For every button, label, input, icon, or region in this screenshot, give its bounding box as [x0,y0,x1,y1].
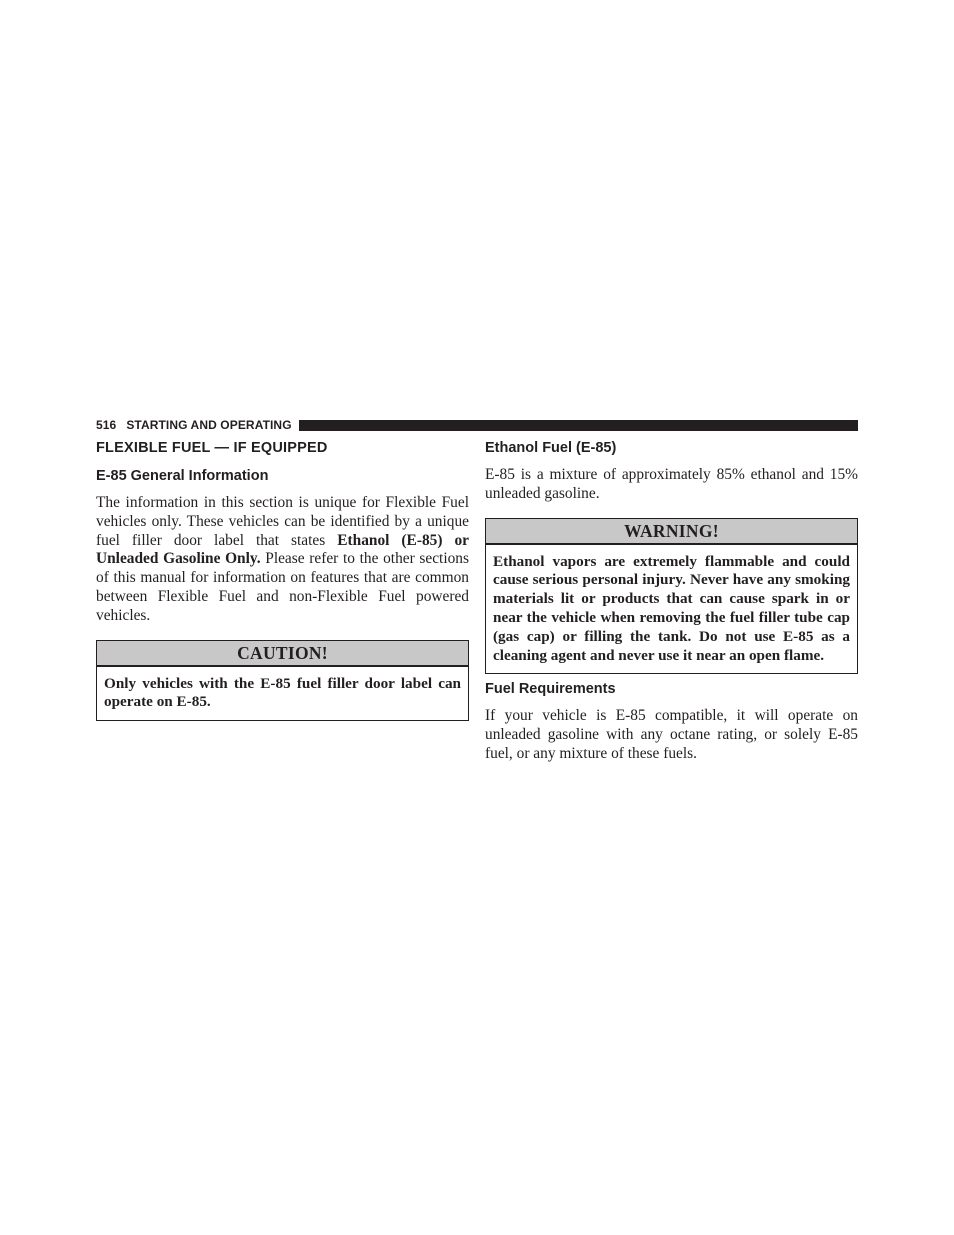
label-text-bold: Ethanol (E-85) or Unleaded Gasoline Only. [96,531,469,568]
caution-title: CAUTION! [97,641,468,667]
caution-box [96,640,469,722]
page-number: 516 [96,418,117,432]
section-title: STARTING AND OPERATING [126,418,292,432]
warning-text: Ethanol vapors are extremely flammable and could cause serious personal injury. Never have any smoking materials lit or products that can cause spark in or near the vehicle when removing the fuel filler tube cap (gas cap) or filling the tank. Do not use E-85 as a cleaning agent and never use it near an open flame. [493,552,850,664]
header-rule [299,420,858,431]
left-column [96,436,469,721]
intro-text-1: The information in this section is unique for Flexible Fuel vehicles only. These vehicles can be identified by a unique fuel filler door label that states [96,494,469,549]
subheading-e85-general: E-85 General Information [96,468,269,484]
warning-box [485,518,858,675]
section-heading: FLEXIBLE FUEL — IF EQUIPPED [96,440,328,456]
page-header [96,417,858,433]
ethanol-paragraph: E-85 is a mixture of approximately 85% ethanol and 15% unleaded gasoline. [485,466,858,502]
right-column [485,436,858,764]
caution-text: Only vehicles with the E-85 fuel filler door label can operate on E-85. [104,674,461,711]
intro-text-2: Please refer to the other sections of this manual for information on features that are common between Flexible Fuel and non-Flexible Fuel powered vehicles. [96,550,469,624]
subheading-ethanol-fuel: Ethanol Fuel (E-85) [485,440,617,456]
requirements-paragraph: If your vehicle is E-85 compatible, it will operate on unleaded gasoline with any octane rating, or solely E-85 fuel, or any mixture of these fuels. [485,707,858,762]
warning-title: WARNING! [486,519,857,545]
subheading-fuel-requirements: Fuel Requirements [485,681,616,698]
intro-paragraph [96,494,469,626]
